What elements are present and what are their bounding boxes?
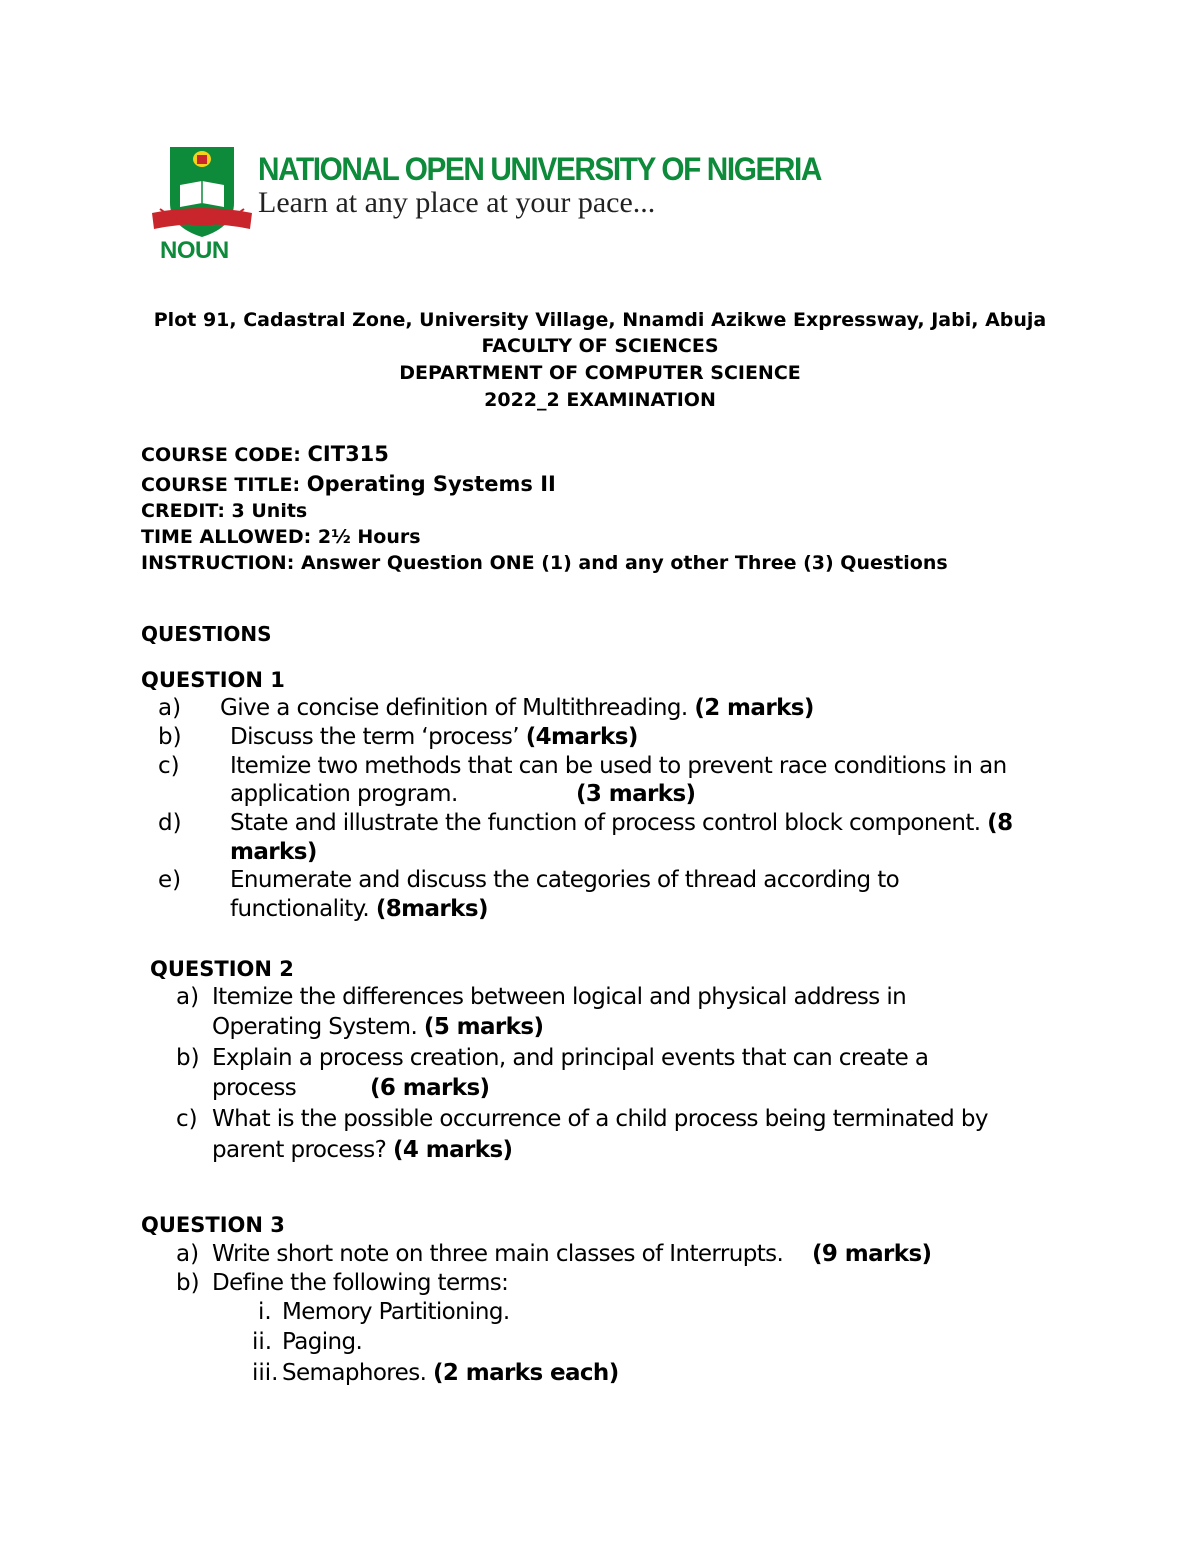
q2-a-label: a): [176, 984, 200, 1010]
q1-d-label: d): [158, 810, 182, 836]
q1-a-marks: (2 marks): [694, 695, 814, 721]
q2-c-line1: What is the possible occurrence of a child process being terminated by: [212, 1106, 988, 1132]
q1-d-marks-end: marks): [230, 839, 317, 865]
q1-a-label: a): [158, 695, 182, 721]
q1-e-text: functionality.: [230, 896, 370, 922]
q3-iii-text: Semaphores.: [282, 1360, 427, 1386]
q1-b-label: b): [158, 724, 182, 750]
credit-value: 3 Units: [231, 500, 308, 522]
time-value: 2½ Hours: [317, 526, 421, 548]
q3-iii: [282, 1360, 619, 1386]
course-title-row: [141, 472, 556, 496]
q1-a-text: Give a concise definition of Multithreading.: [220, 695, 688, 721]
q1-b: [230, 724, 638, 750]
course-code-label: COURSE CODE:: [141, 444, 301, 466]
q1-heading: QUESTION 1: [141, 668, 285, 692]
q2-c-line2: [212, 1137, 512, 1163]
q3-b-text: Define the following terms:: [212, 1270, 509, 1296]
q1-a: [220, 695, 814, 721]
q3-iii-marks: (2 marks each): [433, 1360, 619, 1386]
time-label: TIME ALLOWED:: [141, 526, 312, 548]
q1-e-marks: (8marks): [375, 896, 488, 922]
q1-e-line2: [230, 896, 488, 922]
q2-b-marks: (6 marks): [370, 1075, 490, 1101]
q1-d-marks-start: (8: [987, 810, 1013, 836]
q1-c-line1: Itemize two methods that can be used to prevent race conditions in an: [230, 753, 1007, 779]
q2-c-label: c): [176, 1106, 198, 1132]
q2-heading: QUESTION 2: [150, 957, 294, 981]
address: Plot 91, Cadastral Zone, University Village, Nnamdi Azikwe Expressway, Jabi, Abuja: [153, 309, 1047, 331]
q1-e-label: e): [158, 867, 182, 893]
course-code-row: [141, 442, 389, 466]
logo-text: NOUN: [160, 237, 229, 264]
credit-label: CREDIT:: [141, 500, 225, 522]
exam-title: 2022_2 EXAMINATION: [484, 389, 716, 411]
q3-a-marks: (9 marks): [812, 1241, 932, 1267]
instruction-text: Answer Question ONE (1) and any other Three (3) Questions: [300, 552, 948, 574]
instruction-row: [141, 552, 948, 574]
q3-b-label: b): [176, 1270, 200, 1296]
q2-b-line1: Explain a process creation, and principal events that can create a: [212, 1045, 929, 1071]
course-code: CIT315: [307, 442, 389, 466]
q1-b-text: Discuss the term ‘process’: [230, 724, 519, 750]
q2-c-text: parent process?: [212, 1137, 387, 1163]
q1-d-text: State and illustrate the function of process control block component.: [230, 810, 981, 836]
q3-ii-label: ii.: [252, 1329, 273, 1355]
q3-iii-label: iii.: [252, 1360, 279, 1386]
q2-c-marks: (4 marks): [393, 1137, 513, 1163]
q1-c-label: c): [158, 753, 180, 779]
q2-a-marks: (5 marks): [423, 1014, 544, 1040]
q2-a-line2: [212, 1014, 543, 1040]
department: DEPARTMENT OF COMPUTER SCIENCE: [399, 362, 801, 384]
q3-ii-text: Paging.: [282, 1329, 363, 1355]
q1-c-line2: application program.: [230, 781, 458, 807]
credit-row: [141, 500, 307, 522]
faculty: FACULTY OF SCIENCES: [481, 335, 719, 357]
instruction-label: INSTRUCTION:: [141, 552, 295, 574]
university-tagline: Learn at any place at your pace...: [258, 186, 656, 219]
q3-a-text: Write short note on three main classes of Interrupts.: [212, 1241, 784, 1267]
q1-b-marks: (4marks): [525, 724, 638, 750]
q3-i-text: Memory Partitioning.: [282, 1299, 510, 1325]
q3-heading: QUESTION 3: [141, 1213, 285, 1237]
course-title: Operating Systems II: [306, 472, 556, 496]
questions-heading: QUESTIONS: [141, 622, 272, 646]
course-title-label: COURSE TITLE:: [141, 474, 301, 496]
q1-e-line1: Enumerate and discuss the categories of thread according to: [230, 867, 900, 893]
q1-d-line1: [230, 810, 1013, 836]
q2-b-line2: process: [212, 1075, 297, 1101]
university-name: NATIONAL OPEN UNIVERSITY OF NIGERIA: [258, 151, 821, 187]
q1-c-marks: (3 marks): [576, 781, 696, 807]
q2-a-text: Operating System.: [212, 1014, 418, 1040]
q3-a-label: a): [176, 1241, 200, 1267]
q2-a-line1: Itemize the differences between logical and physical address in: [212, 984, 907, 1010]
q3-i-label: i.: [258, 1299, 272, 1325]
noun-logo: [150, 145, 260, 265]
time-row: [141, 526, 421, 548]
q2-b-label: b): [176, 1045, 200, 1071]
